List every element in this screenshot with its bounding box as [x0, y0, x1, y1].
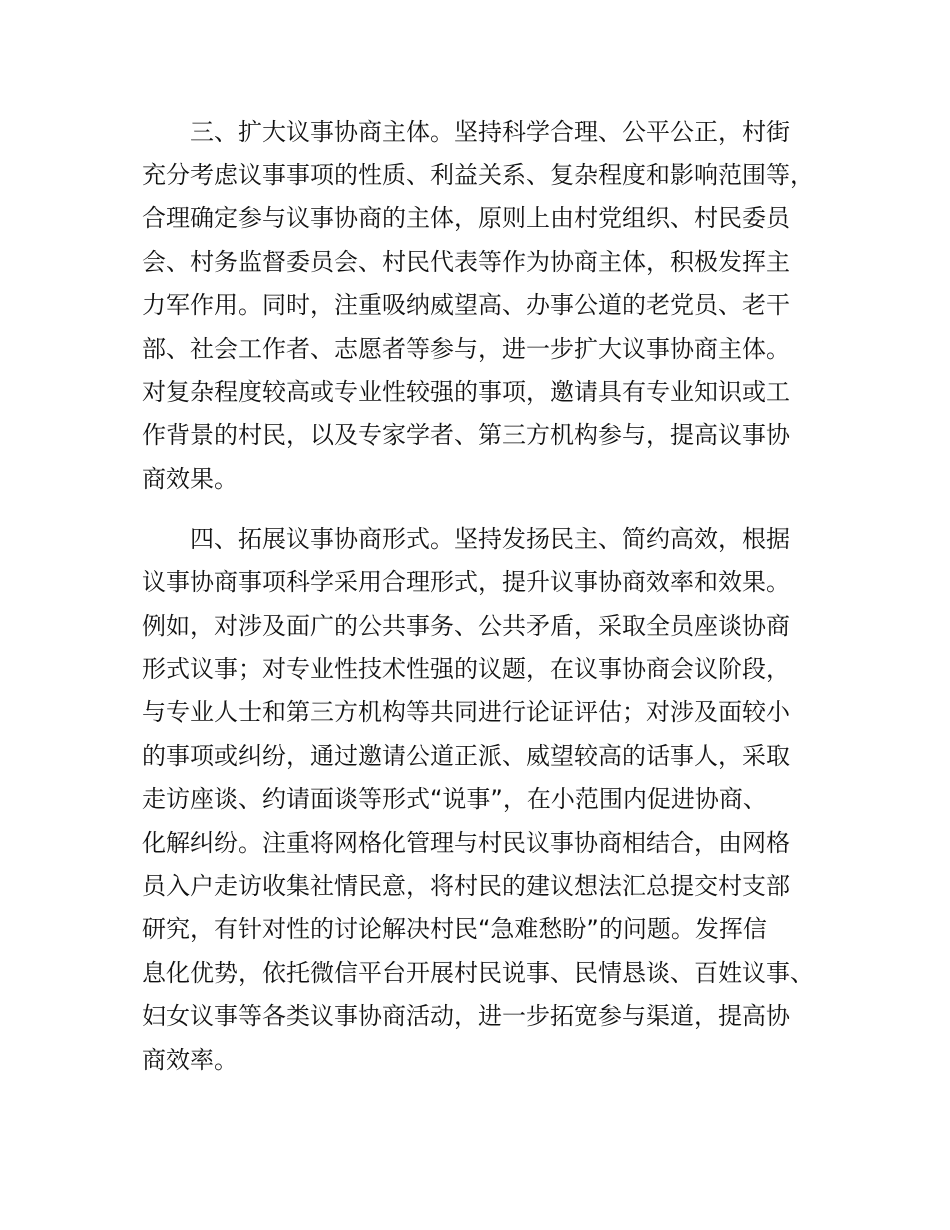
paragraph-line: 作背景的村民，以及专家学者、第三方机构参与，提高议事协	[142, 421, 790, 449]
paragraph-line: 息化优势，依托微信平台开展村民说事、民情恳谈、百姓议事、	[142, 959, 814, 987]
paragraph-line: 商效果。	[142, 465, 238, 493]
paragraph-line: 商效率。	[142, 1046, 238, 1074]
paragraph-line: 力军作用。同时，注重吸纳威望高、办事公道的老党员、老干	[142, 291, 790, 319]
paragraph-line: 研究，有针对性的讨论解决村民“急难愁盼”的问题。发挥信	[142, 915, 767, 943]
paragraph-line: 充分考虑议事事项的性质、利益关系、复杂程度和影响范围等，	[142, 161, 814, 189]
paragraph-line: 与专业人士和第三方机构等共同进行论证评估；对涉及面较小	[142, 698, 790, 726]
paragraph-line: 形式议事；对专业性技术性强的议题，在议事协商会议阶段，	[142, 655, 790, 683]
paragraph-line: 会、村务监督委员会、村民代表等作为协商主体，积极发挥主	[142, 248, 790, 276]
paragraph-line: 员入户走访收集社情民意，将村民的建议想法汇总提交村支部	[142, 872, 790, 900]
paragraph-line: 三、扩大议事协商主体。坚持科学合理、公平公正，村街	[190, 118, 790, 146]
paragraph-line: 例如，对涉及面广的公共事务、公共矛盾，采取全员座谈协商	[142, 612, 790, 640]
paragraph-line: 对复杂程度较高或专业性较强的事项，邀请具有专业知识或工	[142, 378, 790, 406]
paragraph-line: 化解纠纷。注重将网格化管理与村民议事协商相结合，由网格	[142, 829, 790, 857]
paragraph-line: 合理确定参与议事协商的主体，原则上由村党组织、村民委员	[142, 204, 790, 232]
paragraph-line: 议事协商事项科学采用合理形式，提升议事协商效率和效果。	[142, 568, 790, 596]
paragraph-line: 部、社会工作者、志愿者等参与，进一步扩大议事协商主体。	[142, 335, 790, 363]
paragraph-line: 四、拓展议事协商形式。坚持发扬民主、简约高效，根据	[190, 525, 790, 553]
paragraph-line: 妇女议事等各类议事协商活动，进一步拓宽参与渠道，提高协	[142, 1002, 790, 1030]
paragraph-line: 的事项或纠纷，通过邀请公道正派、威望较高的话事人，采取	[142, 742, 790, 770]
paragraph-line: 走访座谈、约请面谈等形式“说事”，在小范围内促进协商、	[142, 785, 767, 813]
